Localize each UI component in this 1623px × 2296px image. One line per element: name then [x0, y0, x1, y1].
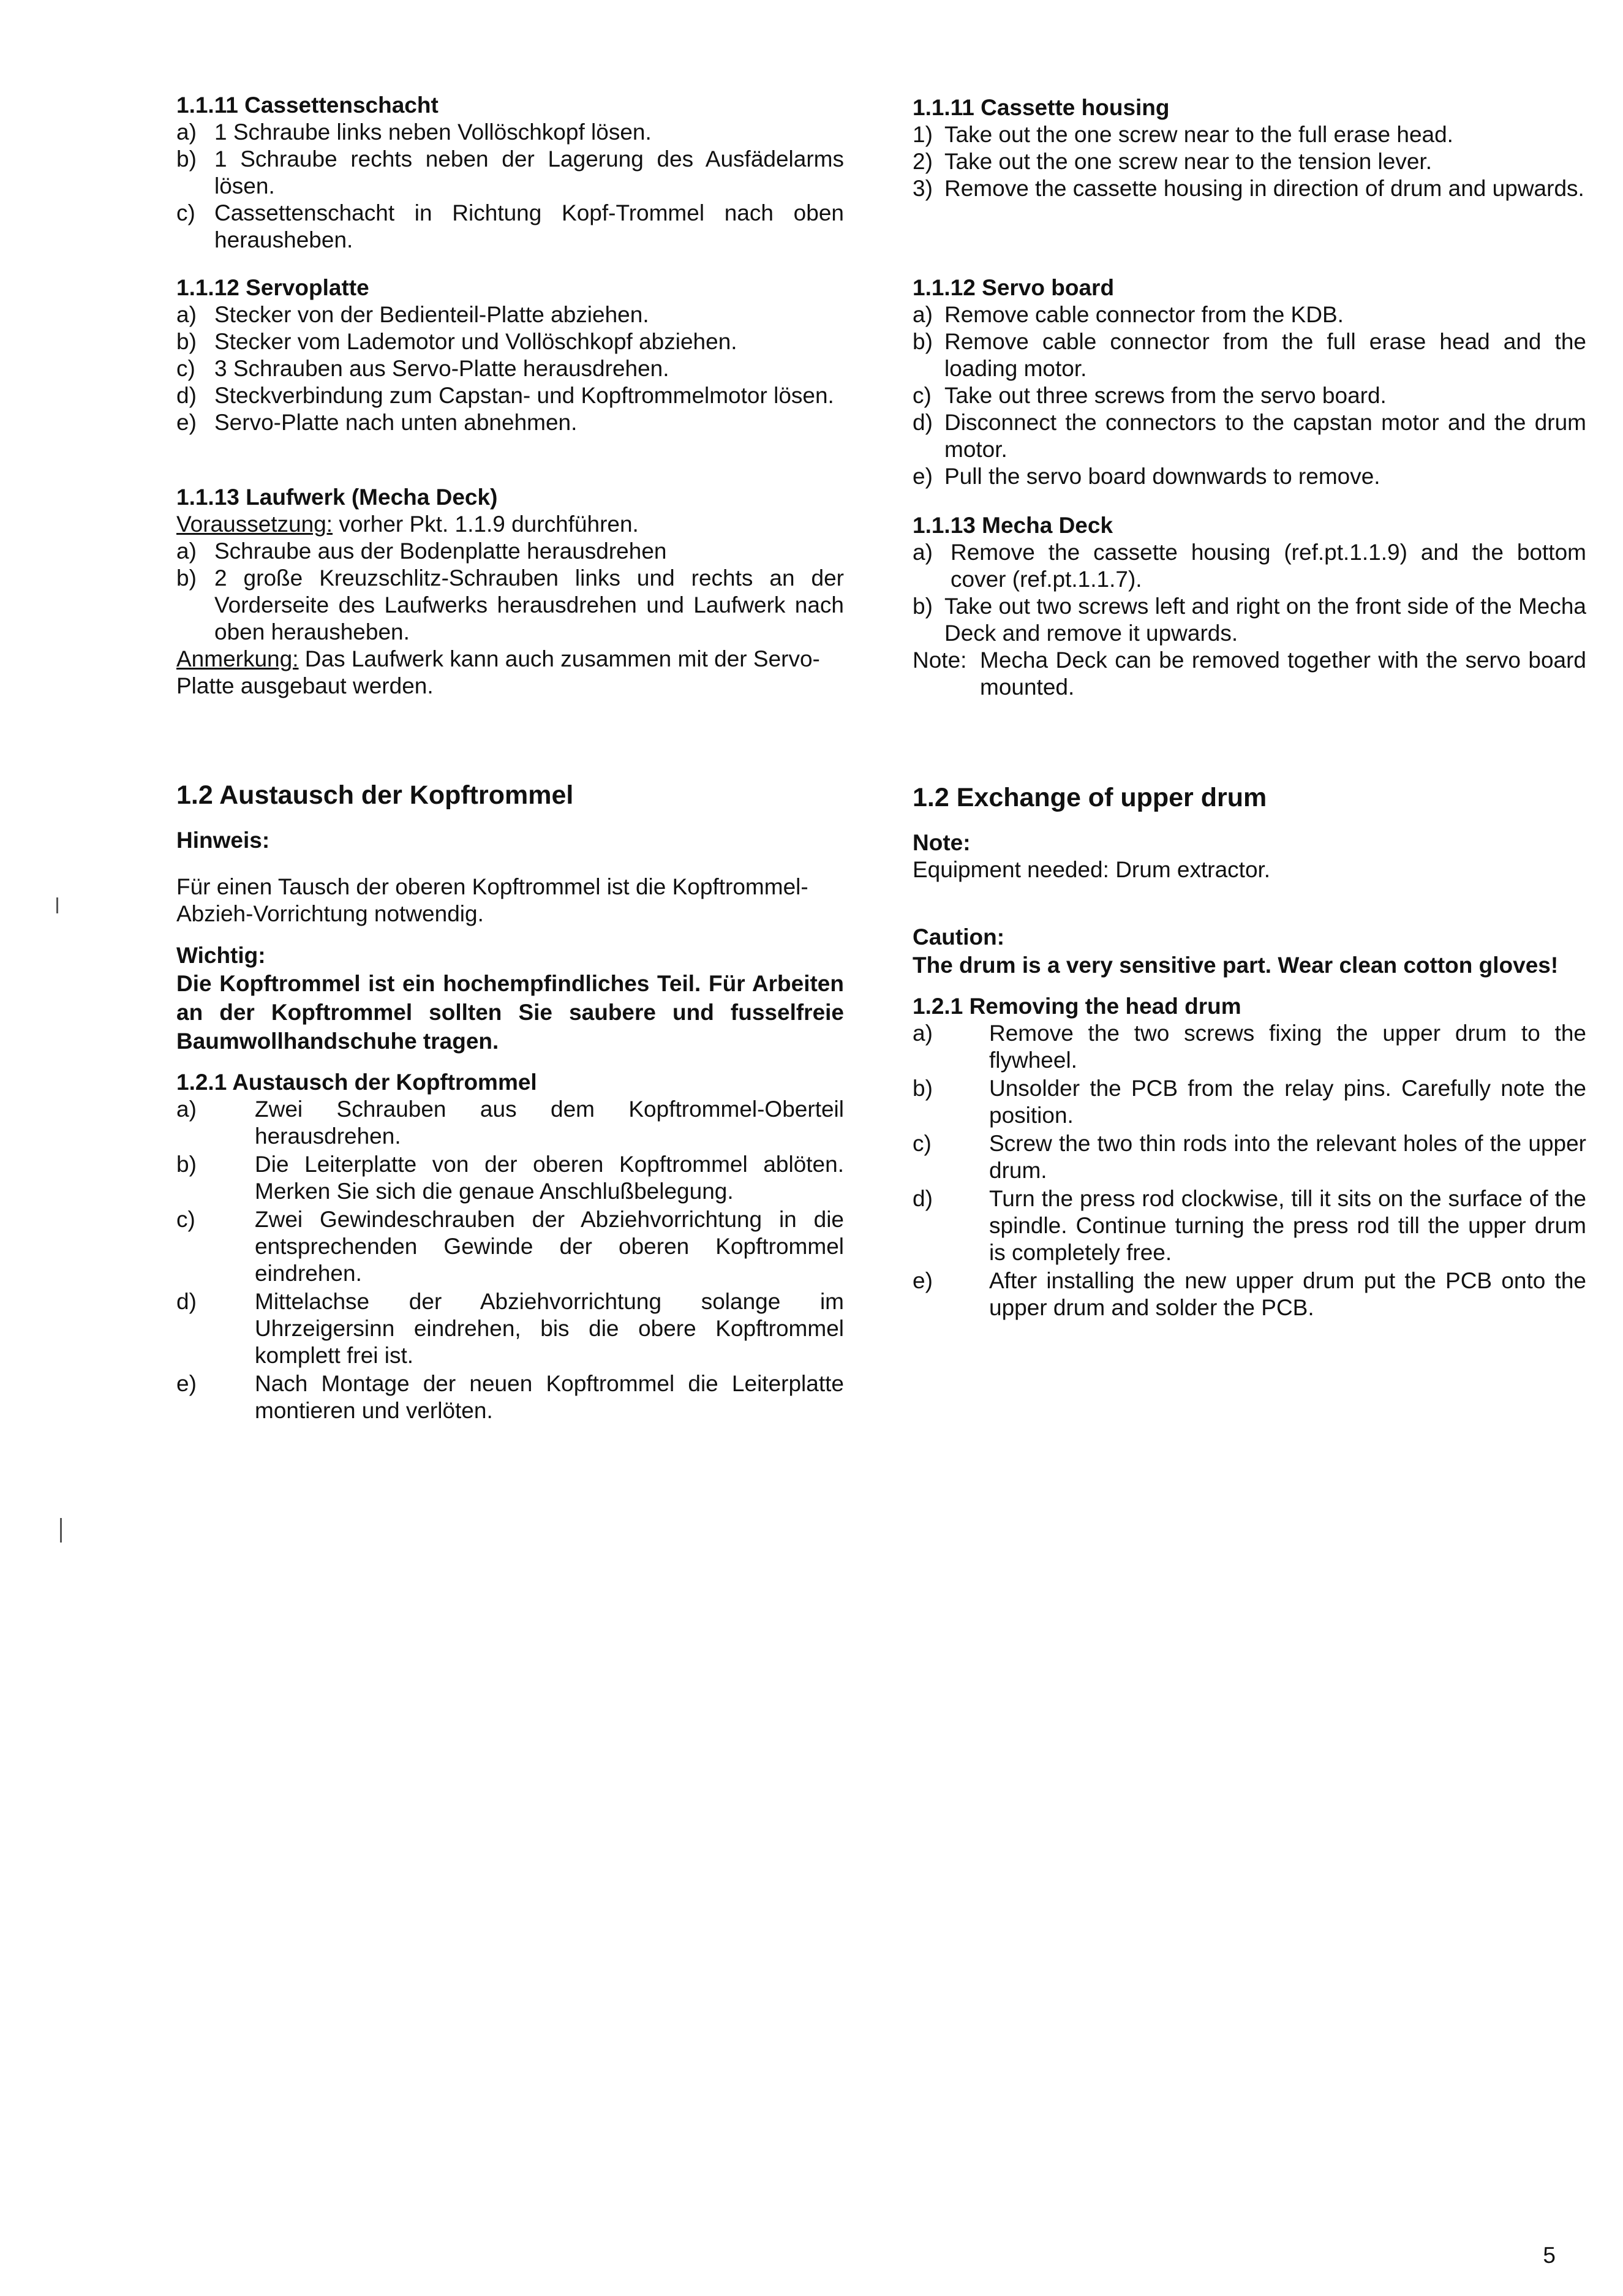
step-list: [176, 1096, 844, 1424]
list-item: Note: Mecha Deck can be removed together with the servo board mounted.: [913, 648, 1586, 700]
list-item: a) Schraube aus der Bodenplatte herausdrehen: [176, 538, 667, 564]
list-item: a) Stecker von der Bedienteil-Platte abziehen.: [176, 302, 649, 327]
step-list: [913, 539, 1586, 701]
list-item: b) 1 Schraube rechts neben der Lagerung des Ausfädelarms lösen.: [176, 146, 844, 198]
list-item: c) Screw the two thin rods into the relevant holes of the upper drum.: [913, 1131, 1586, 1183]
section-title: 1.1.12 Servoplatte: [176, 275, 369, 300]
remark: Anmerkung: Das Laufwerk kann auch zusammen mit der Servo-Platte ausgebaut werden.: [176, 646, 820, 698]
list-item: 1) Take out the one screw near to the full erase head.: [913, 122, 1453, 147]
section-austausch-kopftrommel: [176, 779, 844, 1426]
list-item: 3) Remove the cassette housing in direction of drum and upwards.: [913, 176, 1584, 201]
section-cassette-housing: [913, 94, 1586, 202]
section-title: 1.1.13 Laufwerk (Mecha Deck): [176, 485, 498, 510]
subsection-title: 1.2.1 Austausch der Kopftrommel: [176, 1070, 537, 1095]
list-item: c) 3 Schrauben aus Servo-Platte herausdrehen.: [176, 356, 669, 381]
step-list: [176, 119, 844, 254]
important-label: Wichtig:: [176, 943, 266, 968]
list-item: d) Turn the press rod clockwise, till it sits on the surface of the spindle. Continue turning the press rod till the upper drum is completely free.: [913, 1186, 1586, 1265]
prerequisite: Voraussetzung: vorher Pkt. 1.1.9 durchführen.: [176, 512, 639, 537]
page-number: 5: [1543, 2243, 1556, 2268]
subsection-title: 1.2.1 Removing the head drum: [913, 994, 1241, 1019]
caution-text: The drum is a very sensitive part. Wear clean cotton gloves!: [913, 953, 1559, 978]
list-item: c) Cassettenschacht in Richtung Kopf-Trommel nach oben herausheben.: [176, 200, 844, 252]
list-item: e) Servo-Platte nach unten abnehmen.: [176, 410, 578, 435]
caution-label: Caution:: [913, 924, 1005, 950]
list-item: b) Stecker vom Lademotor und Vollöschkopf abziehen.: [176, 329, 737, 354]
step-list: [913, 1020, 1586, 1321]
section-title: 1.1.13 Mecha Deck: [913, 513, 1113, 538]
important-text: Die Kopftrommel ist ein hochempfindliches Teil. Für Arbeiten an der Kopftrommel sollten Sie saubere und fusselfreie Baumwollhandschuhe tragen.: [176, 971, 844, 1054]
step-list: [913, 301, 1586, 490]
list-item: b) Die Leiterplatte von der oberen Kopftrommel ablöten. Merken Sie sich die genaue Anschlußbelegung.: [176, 1152, 844, 1204]
list-item: b) Remove cable connector from the full erase head and the loading motor.: [913, 329, 1586, 381]
note-text: Equipment needed: Drum extractor.: [913, 857, 1271, 882]
section-title: 1.1.12 Servo board: [913, 275, 1115, 300]
section-mecha-deck: [913, 512, 1586, 701]
section-laufwerk: [176, 484, 844, 700]
list-item: e) After installing the new upper drum put the PCB onto the upper drum and solder the PCB.: [913, 1268, 1586, 1320]
list-item: c) Zwei Gewindeschrauben der Abziehvorrichtung in die entsprechenden Gewinde der oberen Kopftrommel eindrehen.: [176, 1207, 844, 1286]
section-servoplatte: [176, 274, 844, 436]
scan-speck: [60, 1518, 62, 1543]
list-item: a) 1 Schraube links neben Vollöschkopf lösen.: [176, 119, 652, 145]
list-item: a) Zwei Schrauben aus dem Kopftrommel-Oberteil herausdrehen.: [176, 1097, 844, 1149]
section-exchange-upper-drum: [913, 782, 1586, 1323]
section-servo-board: [913, 274, 1586, 490]
hint-text: Für einen Tausch der oberen Kopftrommel ist die Kopftrommel-Abzieh-Vorrichtung notwendig.: [176, 874, 808, 926]
list-item: c) Take out three screws from the servo board.: [913, 383, 1387, 408]
list-item: a) Remove cable connector from the KDB.: [913, 302, 1344, 327]
step-list: [176, 538, 844, 646]
section-title: 1.2 Exchange of upper drum: [913, 783, 1267, 812]
list-item: e) Pull the servo board downwards to remove.: [913, 464, 1380, 489]
list-item: 2) Take out the one screw near to the tension lever.: [913, 149, 1432, 174]
list-item: e) Nach Montage der neuen Kopftrommel die Leiterplatte montieren und verlöten.: [176, 1371, 844, 1423]
section-title: 1.1.11 Cassette housing: [913, 95, 1170, 120]
step-list: [176, 301, 844, 436]
scan-speck: [56, 897, 58, 913]
list-item: d) Mittelachse der Abziehvorrichtung solange im Uhrzeigersinn eindrehen, bis die obere Kopftrommel komplett frei ist.: [176, 1289, 844, 1368]
list-item: d) Disconnect the connectors to the capstan motor and the drum motor.: [913, 410, 1586, 462]
section-cassettenschacht: [176, 92, 844, 254]
section-title: 1.2 Austausch der Kopftrommel: [176, 780, 574, 810]
step-list: [913, 121, 1586, 202]
list-item: b) 2 große Kreuzschlitz-Schrauben links und rechts an der Vorderseite des Laufwerks herausdrehen und Laufwerk nach oben herausheben.: [176, 565, 844, 644]
list-item: b) Take out two screws left and right on the front side of the Mecha Deck and remove it upwards.: [913, 594, 1586, 646]
section-title: 1.1.11 Cassettenschacht: [176, 93, 439, 118]
list-item: a) Remove the cassette housing (ref.pt.1.1.9) and the bottom cover (ref.pt.1.1.7).: [913, 540, 1586, 592]
list-item: b) Unsolder the PCB from the relay pins. Carefully note the position.: [913, 1076, 1586, 1128]
list-item: a) Remove the two screws fixing the upper drum to the flywheel.: [913, 1021, 1586, 1073]
hint-label: Hinweis:: [176, 828, 270, 853]
note-label: Note:: [913, 830, 971, 855]
list-item: d) Steckverbindung zum Capstan- und Kopftrommelmotor lösen.: [176, 383, 834, 408]
